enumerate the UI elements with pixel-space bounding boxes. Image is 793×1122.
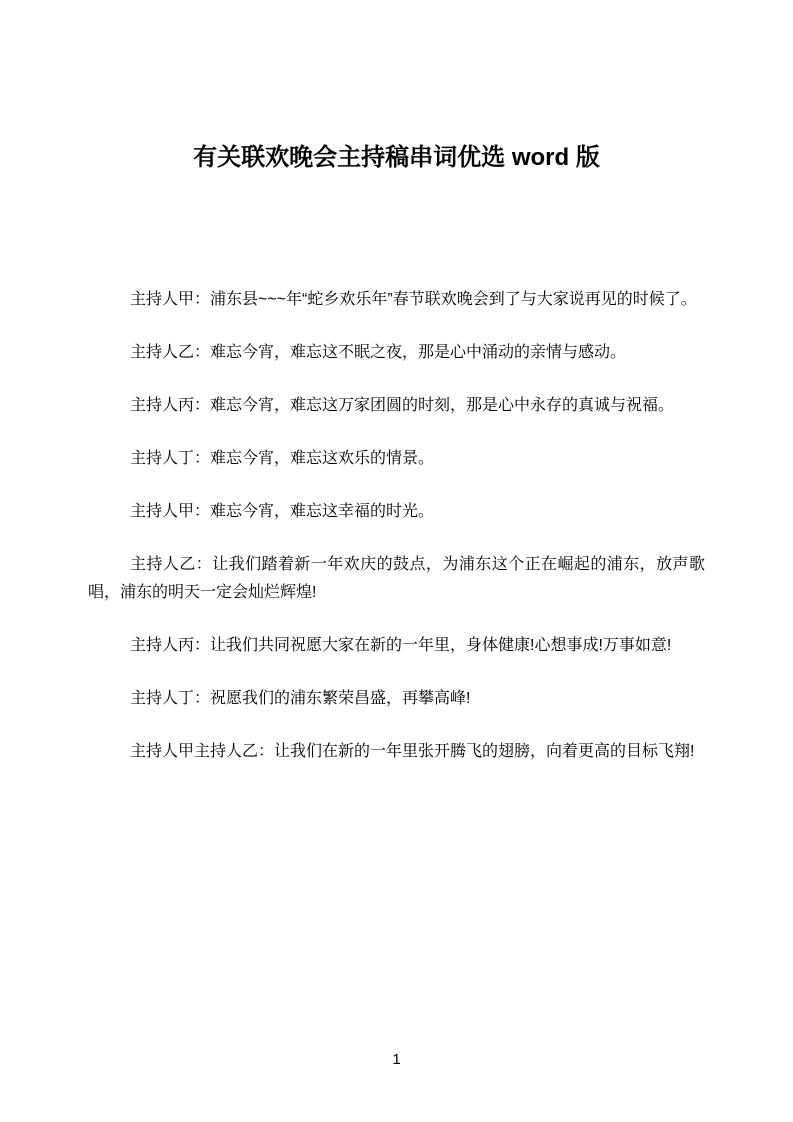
script-paragraph: 主持人甲主持人乙：让我们在新的一年里张开腾飞的翅膀，向着更高的目标飞翔! bbox=[130, 743, 695, 760]
document-title: 有关联欢晚会主持稿串词优选 word 版 bbox=[193, 144, 600, 171]
document-body bbox=[88, 286, 705, 766]
script-paragraph: 主持人乙：难忘今宵，难忘这不眠之夜，那是心中涌动的亲情与感动。 bbox=[130, 344, 627, 361]
script-paragraph: 主持人甲：浦东县~~~年“蛇乡欢乐年”春节联欢晚会到了与大家说再见的时候了。 bbox=[130, 291, 697, 308]
script-paragraph: 主持人丁：祝愿我们的浦东繁荣昌盛，再攀高峰! bbox=[130, 690, 471, 707]
page-number: 1 bbox=[392, 1051, 401, 1068]
script-paragraph: 主持人丁：难忘今宵，难忘这欢乐的情景。 bbox=[130, 450, 435, 467]
script-paragraph: 主持人乙：让我们踏着新一年欢庆的鼓点，为浦东这个正在崛起的浦东，放声歌唱，浦东的明天一定会灿烂辉煌! bbox=[88, 556, 705, 601]
script-paragraph: 主持人丙：让我们共同祝愿大家在新的一年里，身体健康!心想事成!万事如意! bbox=[130, 637, 672, 654]
script-paragraph: 主持人甲：难忘今宵，难忘这幸福的时光。 bbox=[130, 503, 435, 520]
script-paragraph: 主持人丙：难忘今宵，难忘这万家团圆的时刻，那是心中永存的真诚与祝福。 bbox=[130, 397, 675, 414]
